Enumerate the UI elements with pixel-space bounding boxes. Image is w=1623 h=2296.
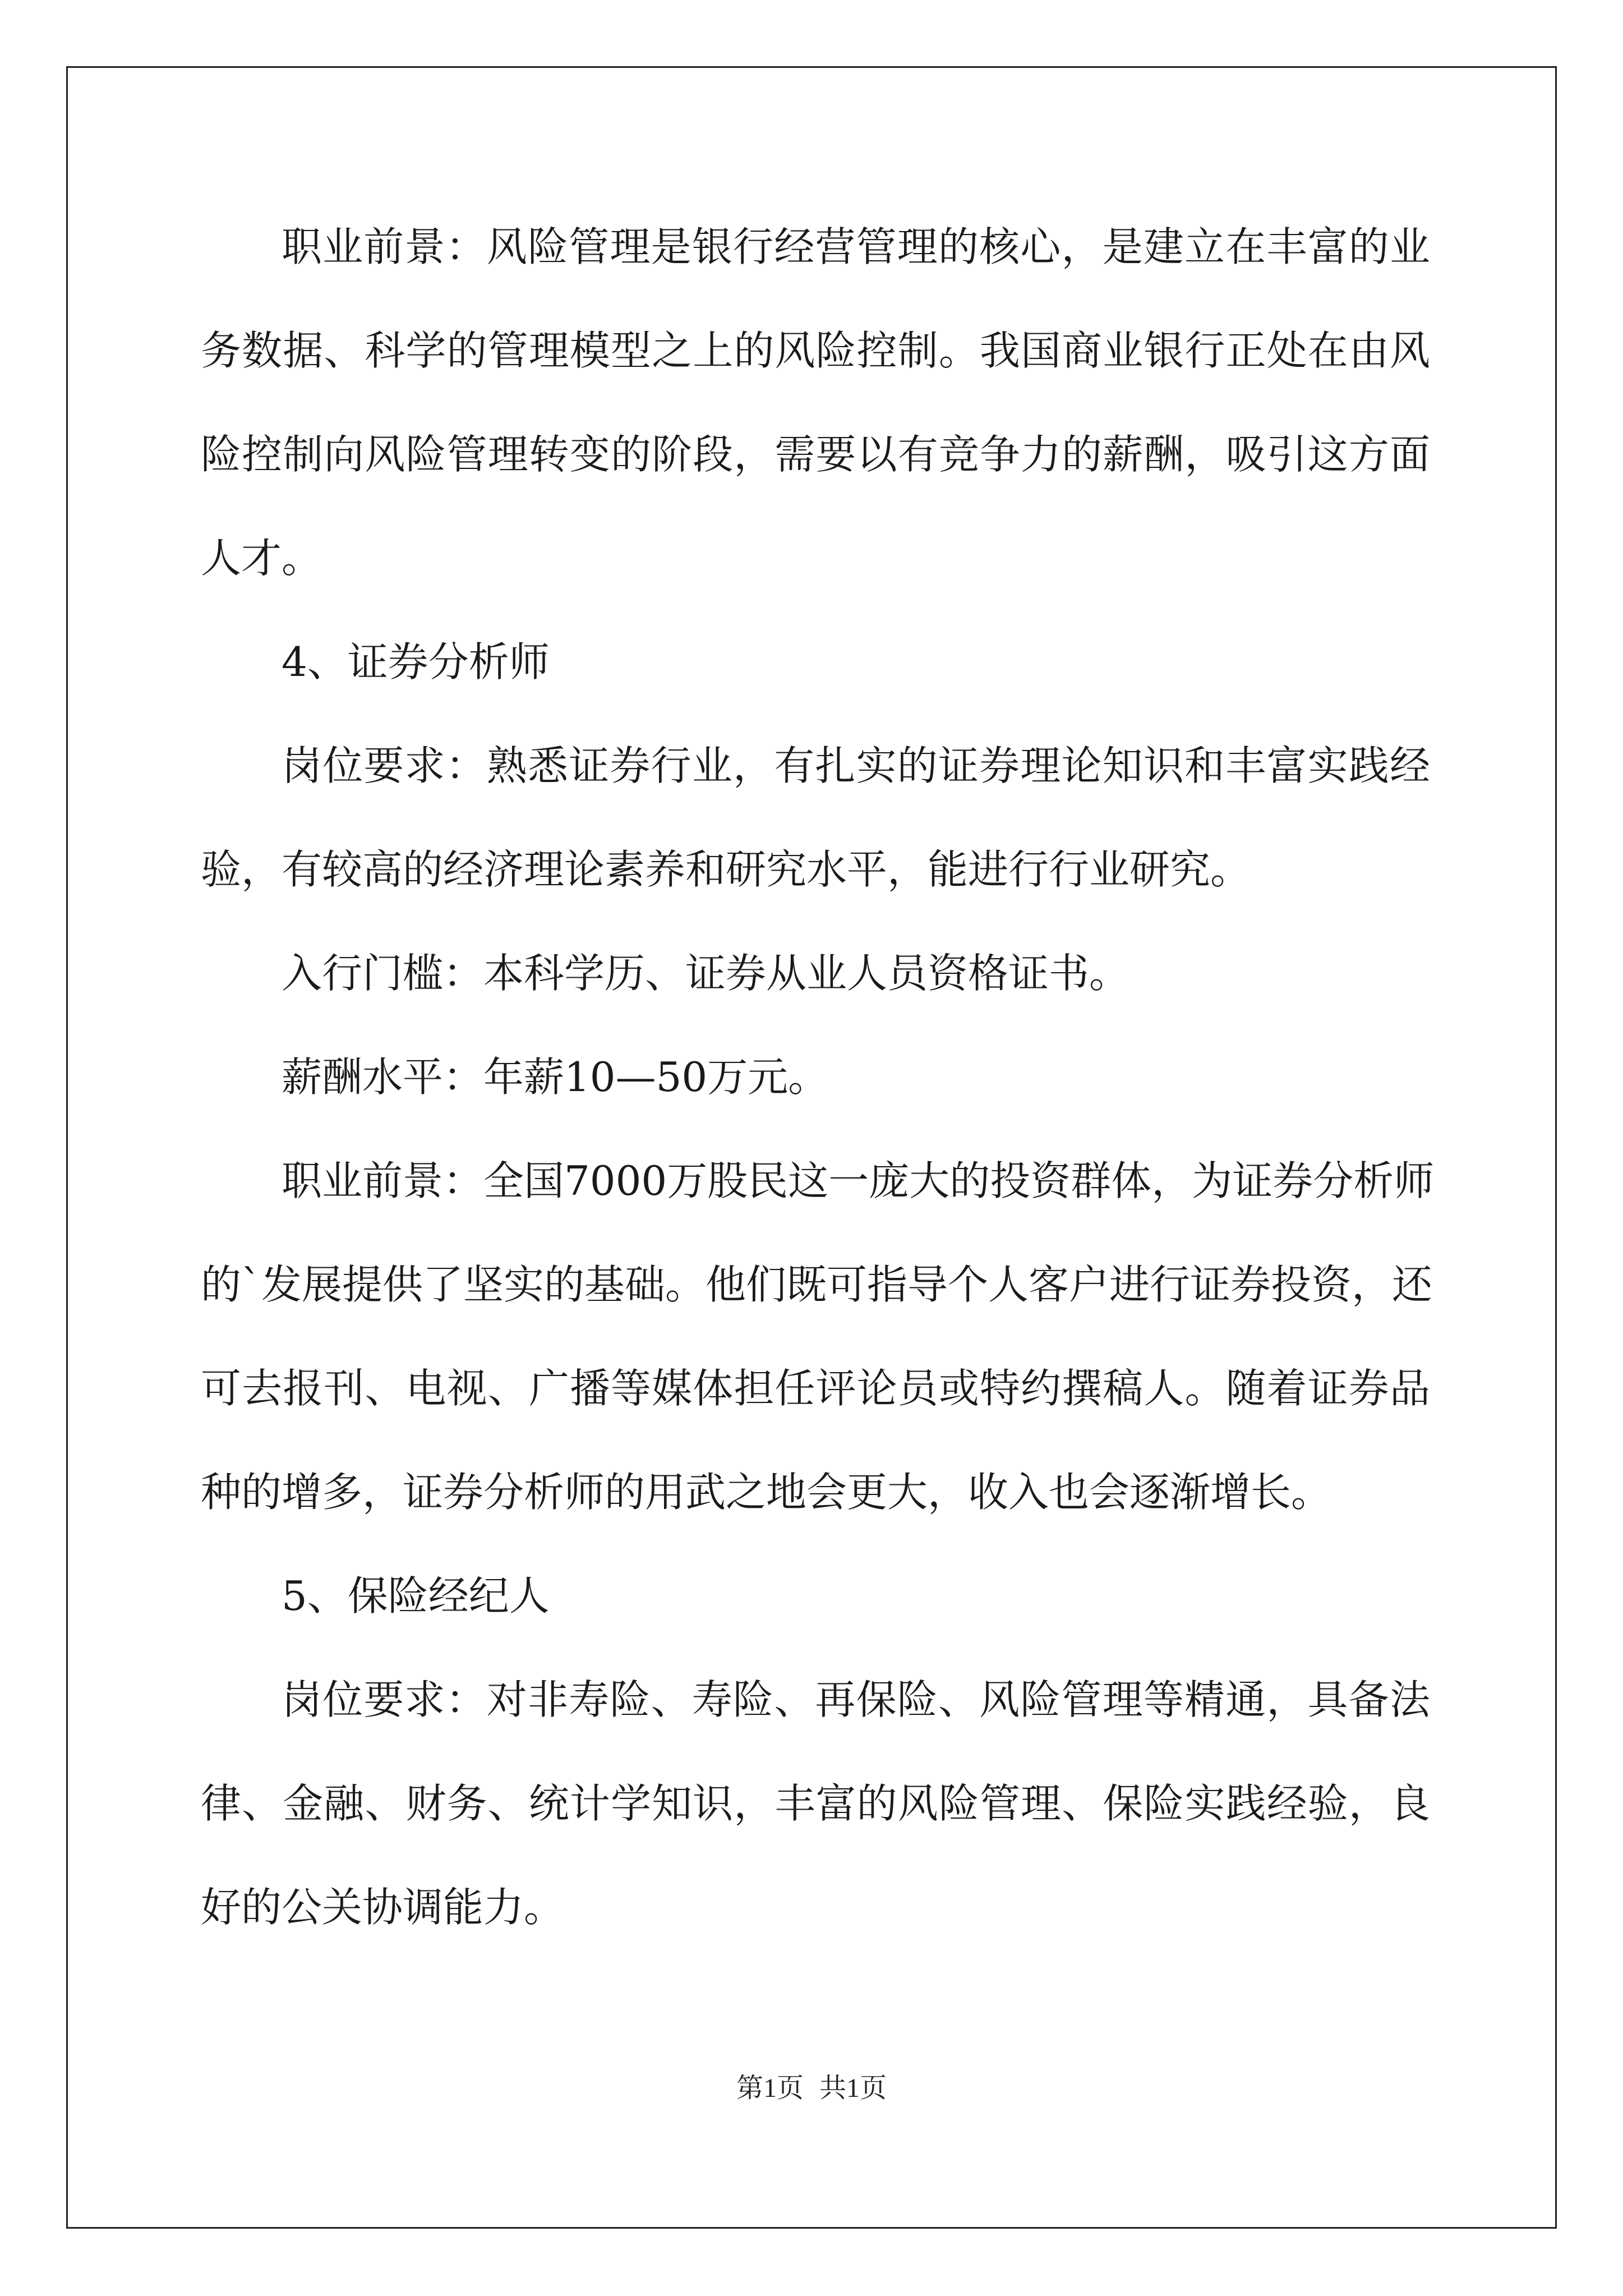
page-number: 第1页 bbox=[736, 2073, 804, 2103]
paragraph-line: 险控制向风险管理转变的阶段，需要以有竞争力的薪酬，吸引这方面 bbox=[201, 431, 1430, 478]
paragraph-line: 种的增多，证券分析师的用武之地会更大，收入也会逐渐增长。 bbox=[201, 1469, 1332, 1516]
paragraph-line: 职业前景：风险管理是银行经营管理的核心，是建立在丰富的业 bbox=[282, 223, 1430, 270]
paragraph-line: 职业前景：全国7000万股民这一庞大的投资群体，为证券分析师 bbox=[282, 1157, 1435, 1204]
paragraph-line: 验，有较高的经济理论素养和研究水平，能进行行业研究。 bbox=[201, 846, 1251, 893]
paragraph-line: 薪酬水平：年薪10—50万元。 bbox=[282, 1053, 829, 1101]
section-heading: 4、证券分析师 bbox=[282, 638, 550, 685]
page-footer bbox=[0, 2072, 1623, 2105]
paragraph-line: 入行门槛：本科学历、证券从业人员资格证书。 bbox=[282, 950, 1130, 997]
page-total: 共1页 bbox=[819, 2073, 887, 2103]
section-heading: 5、保险经纪人 bbox=[282, 1572, 550, 1619]
paragraph-line: 的`发展提供了坚实的基础。他们既可指导个人客户进行证券投资，还 bbox=[201, 1261, 1433, 1308]
paragraph-line: 好的公关协调能力。 bbox=[201, 1884, 565, 1931]
paragraph-line: 岗位要求：对非寿险、寿险、再保险、风险管理等精通，具备法 bbox=[282, 1676, 1430, 1723]
paragraph-line: 律、金融、财务、统计学知识，丰富的风险管理、保险实践经验，良 bbox=[201, 1780, 1430, 1827]
paragraph-line: 务数据、科学的管理模型之上的风险控制。我国商业银行正处在由风 bbox=[201, 327, 1430, 374]
paragraph-line: 人才。 bbox=[201, 535, 322, 582]
paragraph-line: 可去报刊、电视、广播等媒体担任评论员或特约撰稿人。随着证券品 bbox=[201, 1365, 1430, 1412]
paragraph-line: 岗位要求：熟悉证券行业，有扎实的证券理论知识和丰富实践经 bbox=[282, 742, 1430, 789]
